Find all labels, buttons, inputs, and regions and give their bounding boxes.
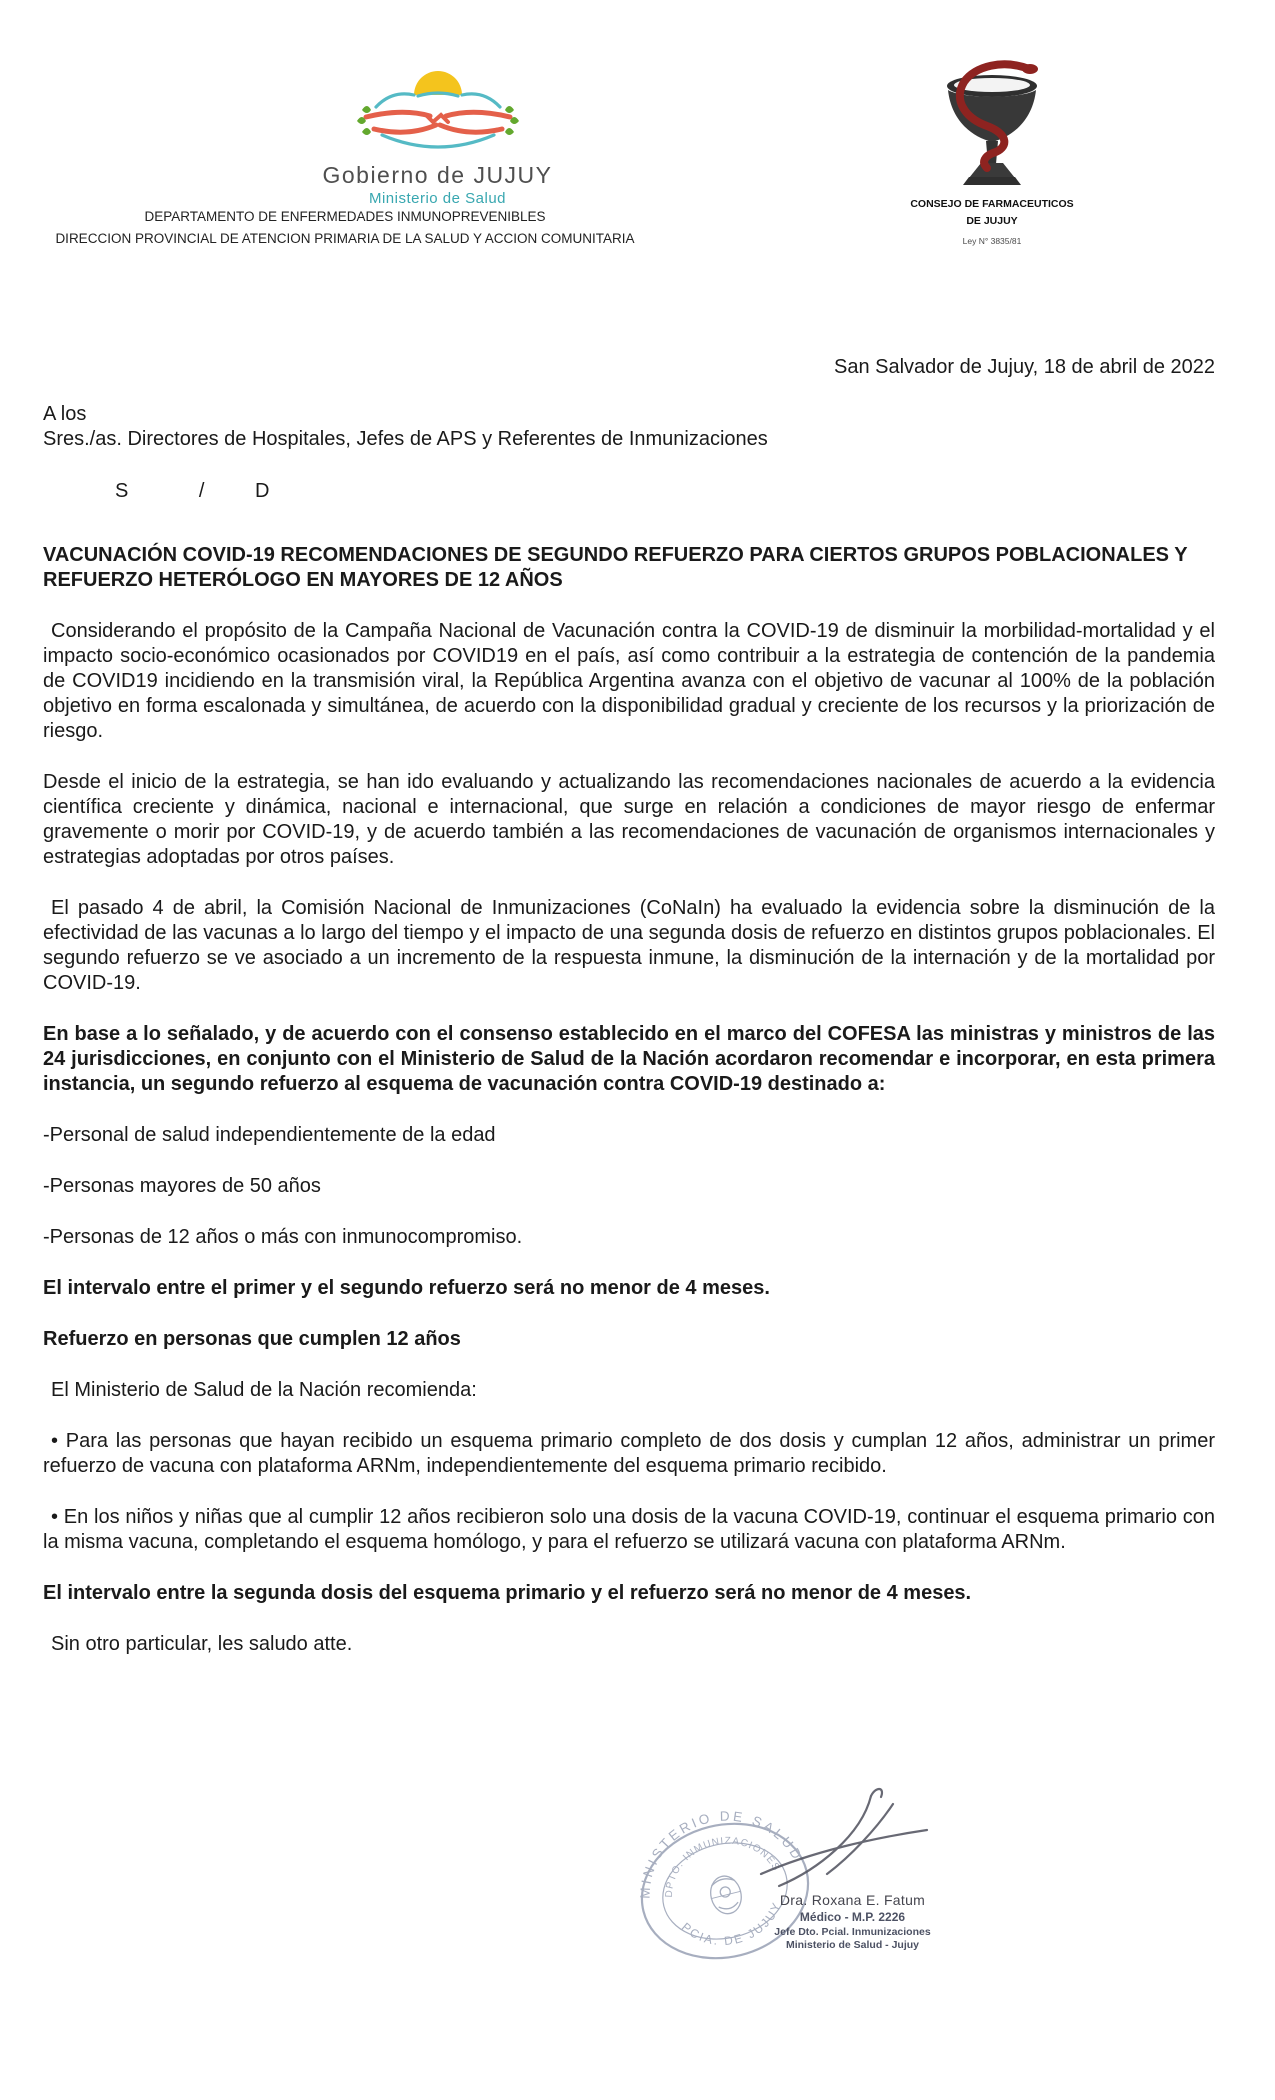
signer-name: Dra. Roxana E. Fatum [779, 1892, 926, 1908]
salutation-d: D [255, 480, 270, 502]
gobierno-jujuy-logo-icon [348, 60, 528, 160]
farmaceuticos-logo-law: Ley N° 3835/81 [962, 236, 1022, 247]
date-line: San Salvador de Jujuy, 18 de abril de 2022 [833, 356, 1215, 378]
stamp-arc-middle-text: DPTO. INMUNIZACIONES [663, 1835, 782, 1898]
letter-title: VACUNACIÓN COVID-19 RECOMENDACIONES DE SEGUNDO REFUERZO PARA CIERTOS GRUPOS POBLACIONALES Y REFUERZO HETERÓLOGO EN MAYORES DE 12 AÑOS [43, 544, 1188, 591]
salutation-slash: / [198, 480, 205, 502]
laurel-left-icon [357, 106, 371, 135]
signer-role: Jefe Dto. Pcial. Inmunizaciones [774, 1926, 931, 1938]
stamp-coat-of-arms-icon [707, 1873, 745, 1917]
department-line-2: DIRECCION PROVINCIAL DE ATENCION PRIMARIA DE LA SALUD Y ACCION COMUNITARIA [55, 230, 635, 246]
paragraph: En base a lo señalado, y de acuerdo con el consenso establecido en el marco del COFESA las ministras y ministros de las 24 jurisdicciones, en conjunto con el Ministerio de Salud de la Nación acordaron recomendar e incorporar, en esta primera instancia, un segundo refuerzo al esquema de vacunación contra COVID-19 destinado a: [43, 1023, 1215, 1095]
gobierno-jujuy-logo [250, 60, 625, 207]
gobierno-logo-subtitle: Ministerio de Salud [368, 190, 507, 207]
stamp-arc-bottom-text: PCIA. DE JUJUY [678, 1899, 785, 1949]
laurel-right-icon [505, 106, 519, 135]
paragraph: El intervalo entre el primer y el segundo refuerzo será no menor de 4 meses. [43, 1277, 770, 1299]
department-header [35, 206, 655, 249]
addressee-block [43, 402, 943, 452]
closing-line: Sin otro particular, les saludo atte. [51, 1633, 353, 1655]
paragraph: El pasado 4 de abril, la Comisión Nacional de Inmunizaciones (CoNaIn) ha evaluado la evidencia sobre la disminución de la efectividad de las vacunas a lo largo del tiempo y el impacto de una segunda dosis de refuerzo en distintos grupos poblacionales. El segundo refuerzo se ve asociado a un incremento de la respuesta inmune, la disminución de la internación y de la mortalidad por COVID-19. [43, 897, 1215, 994]
handshake-icon [366, 112, 510, 132]
salutation-s: S [115, 480, 129, 502]
farmaceuticos-logo [883, 56, 1101, 246]
paragraph: Desde el inicio de la estrategia, se han ido evaluando y actualizando las recomendaciones nacionales de acuerdo a la evidencia científica creciente y dinámica, nacional e internacional, que surge en relación a condiciones de mayor riesgo de enfermar gravemente o morir por COVID-19, y de acuerdo también a las recomendaciones de vacunación de organismos internacionales y estrategias adoptadas por otros países. [43, 771, 1215, 868]
signer-credential: Médico - M.P. 2226 [799, 1910, 906, 1924]
farmaceuticos-logo-name-line1: CONSEJO DE FARMACEUTICOS [910, 198, 1074, 210]
addressee-line-2: Sres./as. Directores de Hospitales, Jefes de APS y Referentes de Inmunizaciones [43, 428, 768, 450]
salutation-sd [115, 480, 269, 503]
list-item: -Personas de 12 años o más con inmunocompromiso. [43, 1226, 523, 1248]
list-item: -Personal de salud independientemente de la edad [43, 1124, 496, 1146]
paragraph: El intervalo entre la segunda dosis del esquema primario y el refuerzo será no menor de 4 meses. [43, 1582, 972, 1604]
gobierno-logo-title: Gobierno de JUJUY [322, 162, 553, 188]
list-item: -Personas mayores de 50 años [43, 1175, 321, 1197]
paragraph: El Ministerio de Salud de la Nación recomienda: [51, 1379, 477, 1401]
stamp-arc-top-text: MINISTERIO DE SALUD [637, 1808, 806, 1900]
paragraph: Considerando el propósito de la Campaña Nacional de Vacunación contra la COVID-19 de disminuir la morbilidad-mortalidad y el impacto socio-económico ocasionados por COVID19 en el país, así como contribuir a la estrategia de contención de la pandemia de COVID19 incidiendo en la transmisión viral, la República Argentina avanza con el objetivo de vacunar al 100% de la población objetivo en forma escalonada y simultánea, de acuerdo con la disponibilidad gradual y creciente de los recursos y la priorización de riesgo. [43, 620, 1215, 742]
farmaceuticos-logo-name-line2: DE JUJUY [966, 215, 1018, 228]
paragraph: • Para las personas que hayan recibido un esquema primario completo de dos dosis y cumplan 12 años, administrar un primer refuerzo de vacuna con plataforma ARNm, independientemente del esquema primario recibido. [43, 1430, 1215, 1477]
department-line-1: DEPARTAMENTO DE ENFERMEDADES INMUNOPREVENIBLES [144, 209, 546, 224]
paragraph: Refuerzo en personas que cumplen 12 años [43, 1328, 461, 1350]
signature-text-block [745, 1892, 960, 1951]
paragraph: • En los niños y niñas que al cumplir 12 años recibieron solo una dosis de la vacuna COVID-19, continuar el esquema primario con la misma vacuna, completando el esquema homólogo, y para el refuerzo se utilizará vacuna con plataforma ARNm. [43, 1506, 1215, 1553]
letter-body [43, 543, 1215, 1683]
addressee-line-1: A los [43, 403, 87, 425]
hygieia-cup-icon [917, 56, 1067, 194]
signer-organization: Ministerio de Salud - Jujuy [785, 1939, 920, 1951]
